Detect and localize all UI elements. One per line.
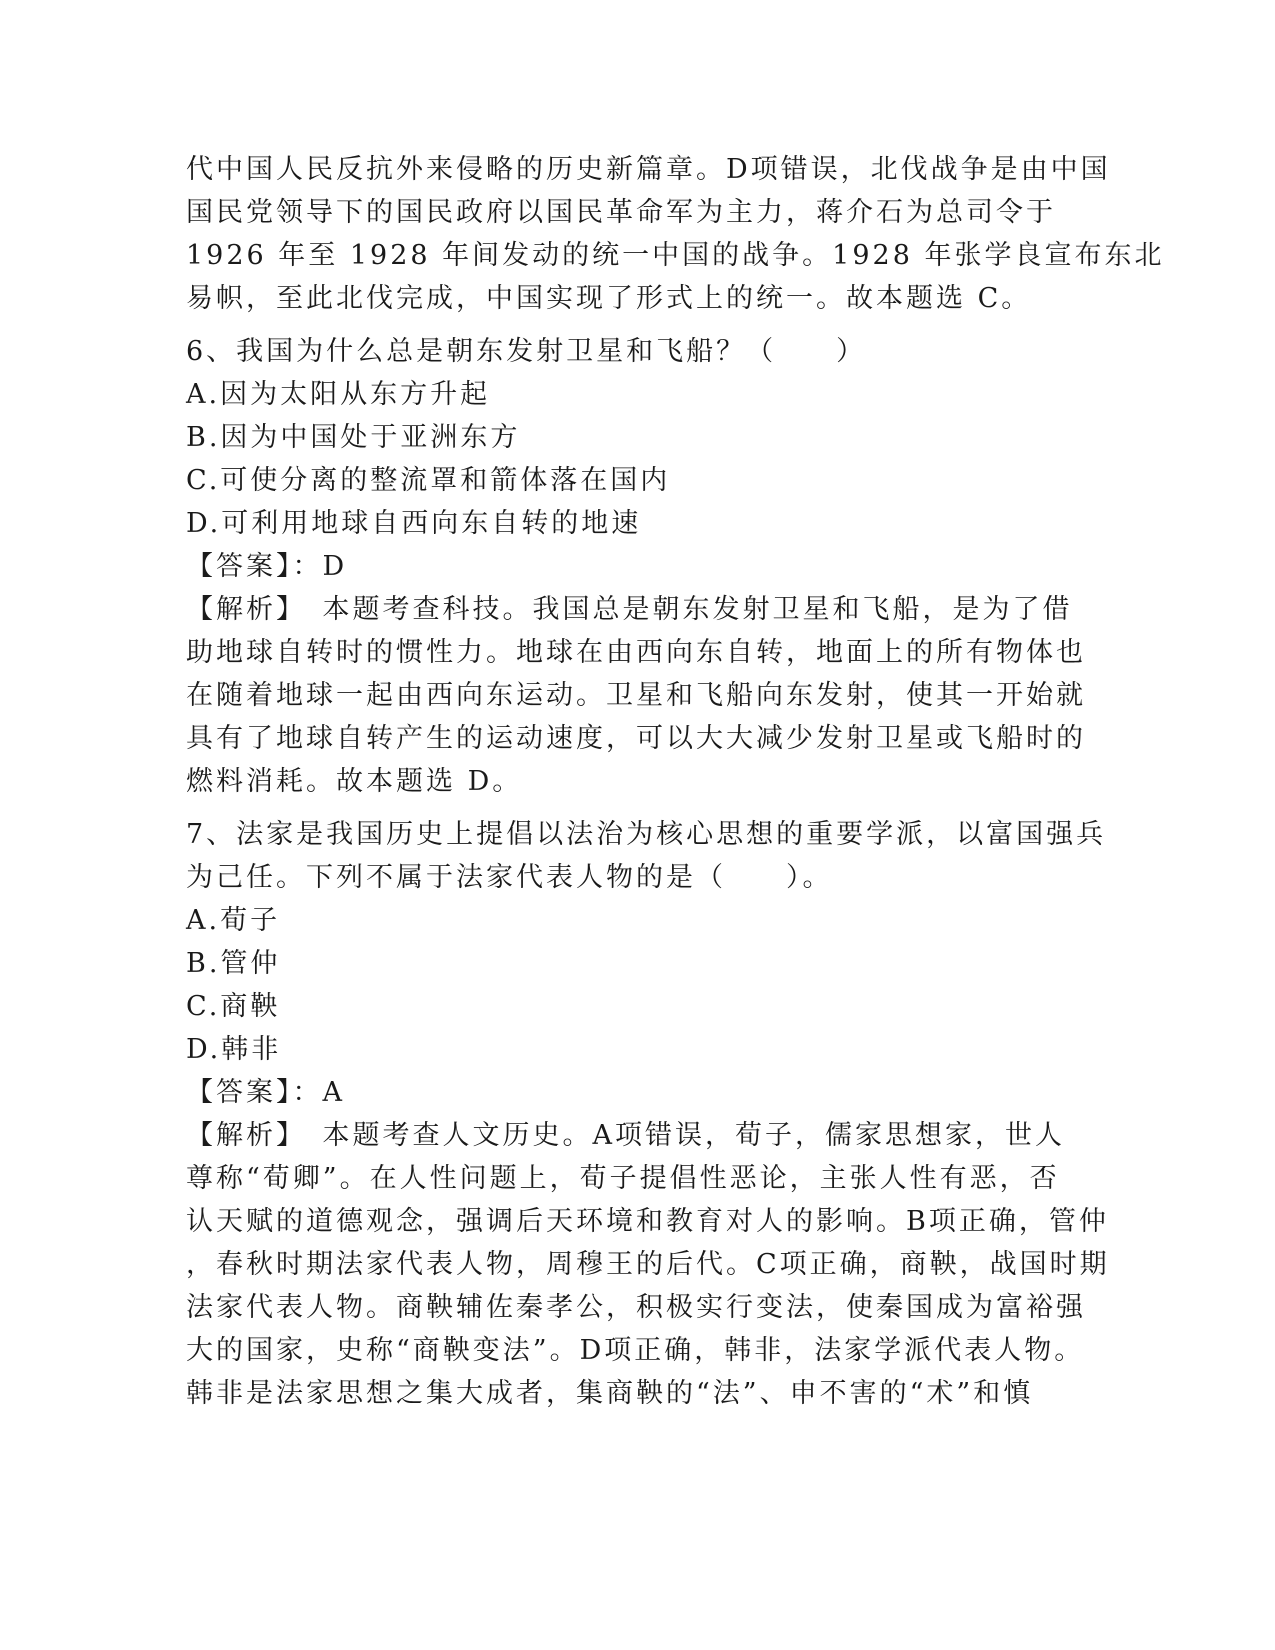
document-page [186,148,1165,1415]
option-d: D.韩非 [186,1034,282,1065]
analysis-line: 韩非是法家思想之集大成者，集商鞅的“法”、申不害的“术”和慎 [186,1378,1034,1409]
analysis-line: 认天赋的道德观念，强调后天环境和教育对人的影响。B项正确，管仲 [186,1206,1109,1237]
question-stem: 6、我国为什么总是朝东发射卫星和飞船？（ ） [186,336,867,367]
option-a: A.荀子 [186,905,281,936]
option-a: A.因为太阳从东方升起 [186,379,491,410]
question-stem: 7、法家是我国历史上提倡以法治为核心思想的重要学派，以富国强兵 [186,819,1107,850]
analysis-line: 助地球自转时的惯性力。地球在由西向东自转，地面上的所有物体也 [186,637,1086,668]
analysis-line: 【解析】 本题考查人文历史。A项错误，荀子，儒家思想家，世人 [186,1120,1065,1151]
analysis-line: ，春秋时期法家代表人物，周穆王的后代。C项正确，商鞅，战国时期 [186,1249,1110,1280]
answer-line: 【答案】：A [186,1077,345,1108]
text-line: 1926 年至 1928 年间发动的统一中国的战争。1928 年张学良宣布东北 [186,240,1165,271]
analysis-line: 大的国家，史称“商鞅变法”。D项正确，韩非，法家学派代表人物。 [186,1335,1085,1366]
analysis-line: 具有了地球自转产生的运动速度，可以大大减少发射卫星或飞船时的 [186,723,1086,754]
text-line: 易帜，至此北伐完成，中国实现了形式上的统一。故本题选 C。 [186,283,1032,314]
option-b: B.管仲 [186,948,281,979]
question-7 [186,813,1110,1415]
analysis-line: 在随着地球一起由西向东运动。卫星和飞船向东发射，使其一开始就 [186,680,1086,711]
option-b: B.因为中国处于亚洲东方 [186,422,521,453]
question-6 [186,330,1086,803]
text-line: 代中国人民反抗外来侵略的历史新篇章。D项错误，北伐战争是由中国 [186,154,1111,185]
analysis-line: 燃料消耗。故本题选 D。 [186,766,523,797]
text-line: 国民党领导下的国民政府以国民革命军为主力，蒋介石为总司令于 [186,197,1056,228]
option-d: D.可利用地球自西向东自转的地速 [186,508,642,539]
analysis-line: 尊称“荀卿”。在人性问题上，荀子提倡性恶论，主张人性有恶，否 [186,1163,1060,1194]
option-c: C.可使分离的整流罩和箭体落在国内 [186,465,671,496]
answer-line: 【答案】：D [186,551,348,582]
analysis-line: 【解析】 本题考查科技。我国总是朝东发射卫星和飞船，是为了借 [186,594,1073,625]
previous-analysis-continuation [186,148,1165,320]
option-c: C.商鞅 [186,991,281,1022]
analysis-line: 法家代表人物。商鞅辅佐秦孝公，积极实行变法，使秦国成为富裕强 [186,1292,1086,1323]
question-stem: 为己任。下列不属于法家代表人物的是（ ）。 [186,862,833,893]
